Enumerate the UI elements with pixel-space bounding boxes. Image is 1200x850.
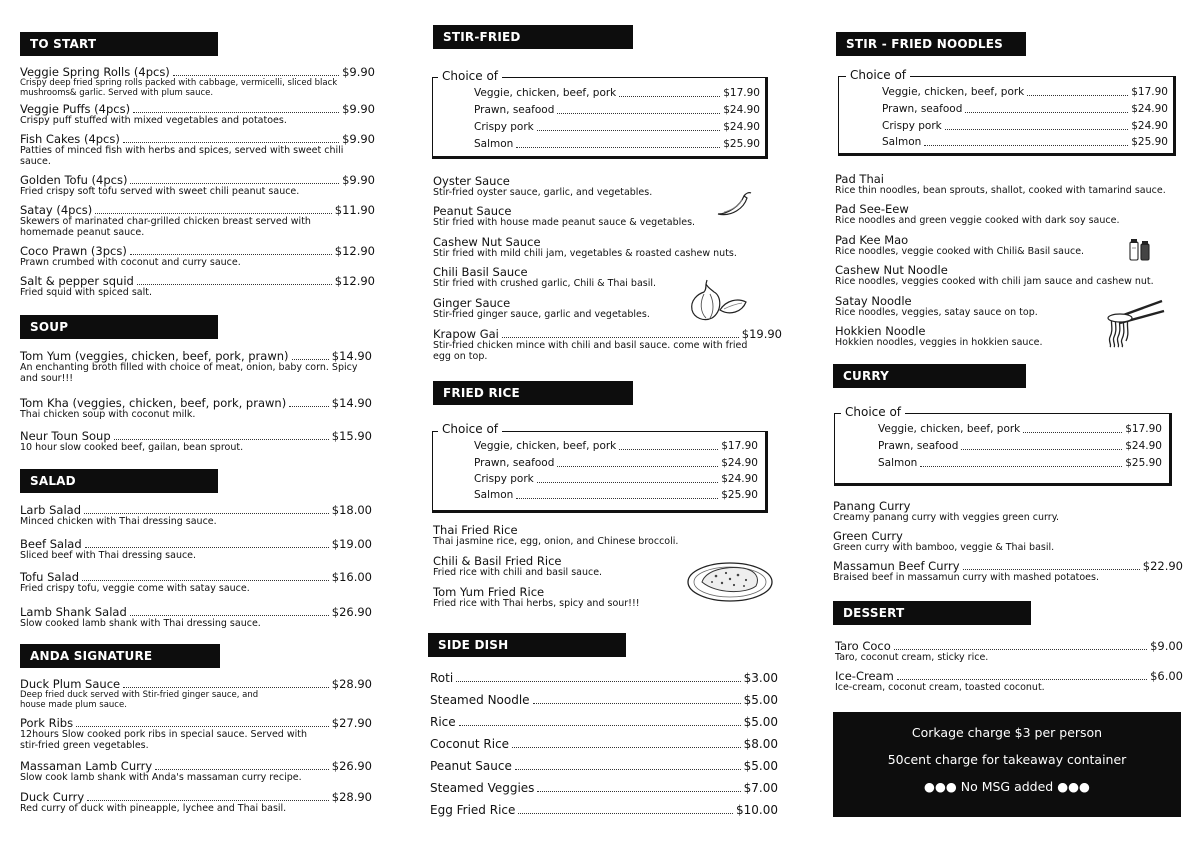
menu-item[interactable]	[430, 804, 778, 817]
choice-row[interactable]	[474, 457, 758, 470]
item-desc: Fried crispy soft tofu served with sweet chili peanut sauce.	[20, 186, 300, 197]
menu-item[interactable]	[433, 555, 602, 579]
choice-name: Salmon	[878, 457, 918, 469]
item-name: Massaman Lamb Curry	[20, 759, 153, 773]
menu-item[interactable]	[835, 203, 1119, 227]
item-price: $11.90	[334, 203, 375, 217]
noodle-chopsticks-icon	[1104, 297, 1166, 349]
choice-price: $17.90	[723, 87, 760, 99]
item-desc: Sliced beef with Thai dressing sauce.	[20, 550, 197, 561]
choice-price: $17.90	[1125, 423, 1162, 435]
item-name: Coconut Rice	[430, 737, 510, 751]
item-desc: Slow cooked lamb shank with Thai dressing sauce.	[20, 618, 261, 629]
menu-item[interactable]	[833, 560, 1183, 584]
item-price: $14.90	[331, 396, 372, 410]
menu-item[interactable]	[430, 672, 778, 685]
item-price: $9.90	[342, 65, 375, 79]
item-name: Chili & Basil Fried Rice	[433, 554, 562, 568]
item-name: Ice-Cream	[835, 669, 894, 683]
menu-item[interactable]	[20, 275, 375, 299]
item-desc: Stir fried with crushed garlic, Chili & Thai basil.	[433, 278, 657, 289]
menu-item[interactable]	[433, 266, 656, 290]
choice-name: Prawn, seafood	[882, 103, 963, 115]
choice-name: Salmon	[474, 489, 514, 501]
choice-price: $24.90	[721, 457, 758, 469]
menu-item[interactable]	[20, 791, 372, 815]
item-name: Golden Tofu (4pcs)	[20, 173, 128, 187]
item-desc: Red curry of duck with pineapple, lychee and Thai basil.	[20, 803, 287, 814]
item-desc: Skewers of marinated char-grilled chicken breast served with homemade peanut sauce.	[20, 216, 311, 238]
item-price: $5.00	[743, 759, 778, 773]
item-price: $9.90	[342, 173, 375, 187]
item-name: Tom Yum Fried Rice	[433, 585, 545, 599]
choice-name: Prawn, seafood	[474, 457, 555, 469]
item-price: $9.90	[342, 132, 375, 146]
choice-row[interactable]	[878, 457, 1162, 470]
choice-row[interactable]	[474, 121, 760, 134]
choice-row[interactable]	[474, 138, 760, 151]
menu-item[interactable]	[833, 500, 1059, 524]
item-name: Cashew Nut Noodle	[835, 263, 948, 277]
menu-item[interactable]	[433, 524, 678, 548]
menu-item[interactable]	[833, 530, 1054, 554]
menu-item[interactable]	[20, 606, 372, 630]
choice-row[interactable]	[474, 473, 758, 486]
item-name: Pork Ribs	[20, 716, 74, 730]
choice-name: Salmon	[474, 138, 514, 150]
choice-row[interactable]	[882, 86, 1168, 99]
menu-item[interactable]	[433, 175, 652, 199]
choice-name: Veggie, chicken, beef, pork	[878, 423, 1021, 435]
choice-label: Choice of	[846, 68, 910, 82]
menu-item[interactable]	[20, 174, 375, 198]
menu-item[interactable]	[835, 264, 1154, 288]
item-name: Green Curry	[833, 529, 903, 543]
item-name: Duck Plum Sauce	[20, 677, 121, 691]
item-name: Roti	[430, 671, 454, 685]
menu-item[interactable]	[20, 66, 375, 98]
item-name: Ginger Sauce	[433, 296, 511, 310]
item-name: Thai Fried Rice	[433, 523, 518, 537]
menu-item[interactable]	[20, 538, 372, 562]
item-name: Peanut Sauce	[430, 759, 512, 773]
item-name: Hokkien Noodle	[835, 324, 926, 338]
menu-item[interactable]	[20, 678, 372, 710]
item-price: $6.00	[1150, 669, 1183, 683]
section-header: FRIED RICE	[433, 381, 633, 405]
menu-item[interactable]	[20, 133, 375, 167]
item-name: Tom Kha (veggies, chicken, beef, pork, prawn)	[20, 396, 287, 410]
item-name: Coco Prawn (3pcs)	[20, 244, 127, 258]
item-price: $19.00	[331, 537, 372, 551]
item-name: Neur Toun Soup	[20, 429, 111, 443]
condiments-icon	[1127, 236, 1153, 262]
item-name: Peanut Sauce	[433, 204, 512, 218]
choice-price: $17.90	[721, 440, 758, 452]
item-desc: Taro, coconut cream, sticky rice.	[835, 652, 989, 663]
menu-item[interactable]	[430, 694, 778, 707]
item-name: Oyster Sauce	[433, 174, 510, 188]
choice-price: $24.90	[1125, 440, 1162, 452]
item-name: Veggie Puffs (4pcs)	[20, 102, 131, 116]
choice-price: $24.90	[721, 473, 758, 485]
item-desc: Fried rice with chili and basil sauce.	[433, 567, 603, 578]
item-desc: 12hours Slow cooked pork ribs in special sauce. Served with stir-fried green vegetables.	[20, 729, 308, 751]
item-desc: Rice thin noodles, bean sprouts, shallot, cooked with tamarind sauce.	[835, 185, 1166, 196]
choice-row[interactable]	[474, 87, 760, 100]
section-header: STIR-FRIED	[433, 25, 633, 49]
item-name: Pad Kee Mao	[835, 233, 909, 247]
section-header: ANDA SIGNATURE	[20, 644, 220, 668]
item-price: $7.00	[743, 781, 778, 795]
choice-name: Prawn, seafood	[474, 104, 555, 116]
item-price: $28.90	[331, 677, 372, 691]
item-desc: Minced chicken with Thai dressing sauce.	[20, 516, 217, 527]
choice-price: $25.90	[723, 138, 760, 150]
menu-item[interactable]	[835, 325, 1043, 349]
menu-item[interactable]	[835, 295, 1038, 319]
item-desc: Patties of minced fish with herbs and spices, served with sweet chili sauce.	[20, 145, 344, 167]
item-name: Tofu Salad	[20, 570, 79, 584]
choice-row[interactable]	[878, 440, 1162, 453]
menu-item[interactable]	[20, 397, 372, 421]
item-price: $26.90	[331, 759, 372, 773]
choice-price: $25.90	[1131, 136, 1168, 148]
item-desc: Stir-fried ginger sauce, garlic and vegetables.	[433, 309, 650, 320]
section-header: DESSERT	[833, 601, 1031, 625]
item-desc: Crispy puff stuffed with mixed vegetables and potatoes.	[20, 115, 287, 126]
choice-row[interactable]	[882, 103, 1168, 116]
menu-item[interactable]	[433, 586, 640, 610]
section-header: SOUP	[20, 315, 218, 339]
item-desc: Deep fried duck served with Stir-fried ginger sauce, and house made plum sauce.	[20, 690, 259, 710]
item-name: Veggie Spring Rolls (4pcs)	[20, 65, 170, 79]
menu-item[interactable]	[20, 571, 372, 595]
choice-name: Crispy pork	[474, 473, 534, 485]
corkage-note: Corkage charge $3 per person	[911, 725, 1103, 740]
item-name: Panang Curry	[833, 499, 911, 513]
item-price: $14.90	[331, 349, 372, 363]
item-name: Chili Basil Sauce	[433, 265, 528, 279]
section-header: CURRY	[833, 364, 1026, 388]
msg-note: ●●● No MSG added ●●●	[924, 779, 1090, 794]
item-desc: Green curry with bamboo, veggie & Thai basil.	[833, 542, 1055, 553]
menu-item[interactable]	[20, 103, 375, 127]
item-desc: Slow cook lamb shank with Anda's massaman curry recipe.	[20, 772, 302, 783]
item-price: $12.90	[334, 274, 375, 288]
item-desc: Hokkien noodles, veggies in hokkien sauce.	[835, 337, 1043, 348]
item-price: $5.00	[743, 693, 778, 707]
menu-item[interactable]	[433, 328, 782, 362]
menu-item[interactable]	[20, 204, 375, 238]
item-price: $27.90	[331, 716, 372, 730]
item-price: $16.00	[331, 570, 372, 584]
item-desc: Stir fried with mild chili jam, vegetables & roasted cashew nuts.	[433, 248, 737, 259]
choice-row[interactable]	[474, 104, 760, 117]
item-desc: Stir fried with house made peanut sauce & vegetables.	[433, 217, 696, 228]
choice-row[interactable]	[474, 440, 758, 453]
item-name: Satay (4pcs)	[20, 203, 93, 217]
menu-item[interactable]	[20, 504, 372, 528]
item-name: Rice	[430, 715, 456, 729]
item-desc: Rice noodles, veggies cooked with chili jam sauce and cashew nut.	[835, 276, 1154, 287]
item-desc: Stir-fried oyster sauce, garlic, and vegetables.	[433, 187, 653, 198]
menu-item[interactable]	[835, 173, 1166, 197]
item-desc: Ice-cream, coconut cream, toasted coconut.	[835, 682, 1045, 693]
menu-item[interactable]	[20, 350, 372, 384]
choice-price: $24.90	[1131, 120, 1168, 132]
menu-item[interactable]	[433, 236, 737, 260]
item-desc: Thai chicken soup with coconut milk.	[20, 409, 196, 420]
item-desc: Crispy deep fried spring rolls packed with cabbage, vermicelli, sliced black mushrooms& garlic. Served with plum sauce.	[20, 78, 338, 98]
menu-item[interactable]	[20, 430, 372, 454]
item-name: Massamun Beef Curry	[833, 559, 960, 573]
choice-row[interactable]	[474, 489, 758, 502]
menu-item[interactable]	[20, 760, 372, 784]
menu-item[interactable]	[430, 738, 778, 751]
choice-label: Choice of	[438, 69, 502, 83]
item-price: $3.00	[743, 671, 778, 685]
item-desc: Rice noodles, veggies, satay sauce on top.	[835, 307, 1038, 318]
takeaway-note: 50cent charge for takeaway container	[887, 752, 1127, 767]
choice-name: Crispy pork	[882, 120, 942, 132]
item-price: $12.90	[334, 244, 375, 258]
item-name: Cashew Nut Sauce	[433, 235, 541, 249]
section-header: SIDE DISH	[428, 633, 626, 657]
menu-item[interactable]	[433, 297, 650, 321]
item-desc: Creamy panang curry with veggies green curry.	[833, 512, 1059, 523]
item-desc: Fried squid with spiced salt.	[20, 287, 152, 298]
item-price: $9.90	[342, 102, 375, 116]
choice-name: Prawn, seafood	[878, 440, 959, 452]
item-name: Pad Thai	[835, 172, 884, 186]
item-name: Egg Fried Rice	[430, 803, 516, 817]
menu-item[interactable]	[430, 760, 778, 773]
item-desc: Fried rice with Thai herbs, spicy and sour!!!	[433, 598, 640, 609]
menu-item[interactable]	[430, 716, 778, 729]
item-name: Lamb Shank Salad	[20, 605, 127, 619]
section-header: STIR - FRIED NOODLES	[836, 32, 1026, 56]
choice-label: Choice of	[438, 422, 502, 436]
item-price: $19.90	[741, 327, 782, 341]
item-desc: Stir-fried chicken mince with chili and basil sauce. come with fried egg on top.	[433, 340, 748, 362]
rice-plate-icon	[686, 558, 774, 604]
menu-item[interactable]	[433, 205, 695, 229]
menu-item[interactable]	[20, 245, 375, 269]
item-price: $10.00	[736, 803, 778, 817]
item-price: $8.00	[743, 737, 778, 751]
item-desc: Fried crispy tofu, veggie come with satay sauce.	[20, 583, 250, 594]
item-desc: Prawn crumbed with coconut and curry sauce.	[20, 257, 241, 268]
item-desc: 10 hour slow cooked beef, gailan, bean sprout.	[20, 442, 244, 453]
choice-row[interactable]	[882, 136, 1168, 149]
menu-item[interactable]	[835, 670, 1183, 694]
choice-price: $25.90	[721, 489, 758, 501]
item-price: $18.00	[331, 503, 372, 517]
item-desc: Rice noodles and green veggie cooked with dark soy sauce.	[835, 215, 1120, 226]
choice-name: Veggie, chicken, beef, pork	[474, 440, 617, 452]
choice-name: Veggie, chicken, beef, pork	[474, 87, 617, 99]
item-name: Tom Yum (veggies, chicken, beef, pork, prawn)	[20, 349, 289, 363]
item-desc: Braised beef in massamun curry with mashed potatoes.	[833, 572, 1099, 583]
choice-row[interactable]	[882, 120, 1168, 133]
item-price: $9.00	[1150, 639, 1183, 653]
menu-item[interactable]	[20, 717, 372, 751]
choice-price: $24.90	[723, 121, 760, 133]
choice-price: $25.90	[1125, 457, 1162, 469]
menu-item[interactable]	[835, 640, 1183, 664]
item-desc: Thai jasmine rice, egg, onion, and Chinese broccoli.	[433, 536, 679, 547]
item-price: $22.90	[1142, 559, 1183, 573]
item-name: Salt & pepper squid	[20, 274, 134, 288]
choice-price: $24.90	[1131, 103, 1168, 115]
item-name: Krapow Gai	[433, 327, 499, 341]
item-name: Duck Curry	[20, 790, 85, 804]
chili-icon	[714, 190, 754, 218]
section-header: SALAD	[20, 469, 218, 493]
item-name: Satay Noodle	[835, 294, 912, 308]
item-name: Larb Salad	[20, 503, 82, 517]
item-desc: Rice noodles, veggie cooked with Chili& Basil sauce.	[835, 246, 1085, 257]
section-header: TO START	[20, 32, 218, 56]
item-name: Steamed Noodle	[430, 693, 530, 707]
item-desc: An enchanting broth filled with choice of meat, onion, baby corn. Spicy and sour!!!	[20, 362, 358, 384]
item-name: Taro Coco	[835, 639, 891, 653]
item-price: $28.90	[331, 790, 372, 804]
item-price: $15.90	[331, 429, 372, 443]
choice-name: Crispy pork	[474, 121, 534, 133]
choice-row[interactable]	[878, 423, 1162, 436]
choice-label: Choice of	[841, 405, 905, 419]
notice-box	[833, 712, 1181, 817]
menu-item[interactable]	[430, 782, 778, 795]
item-name: Beef Salad	[20, 537, 82, 551]
item-name: Steamed Veggies	[430, 781, 535, 795]
item-price: $26.90	[331, 605, 372, 619]
choice-price: $17.90	[1131, 86, 1168, 98]
choice-name: Salmon	[882, 136, 922, 148]
menu-item[interactable]	[835, 234, 1084, 258]
item-name: Fish Cakes (4pcs)	[20, 132, 120, 146]
item-price: $5.00	[743, 715, 778, 729]
item-name: Pad See-Eew	[835, 202, 909, 216]
choice-name: Veggie, chicken, beef, pork	[882, 86, 1025, 98]
choice-price: $24.90	[723, 104, 760, 116]
garlic-icon	[686, 278, 750, 324]
